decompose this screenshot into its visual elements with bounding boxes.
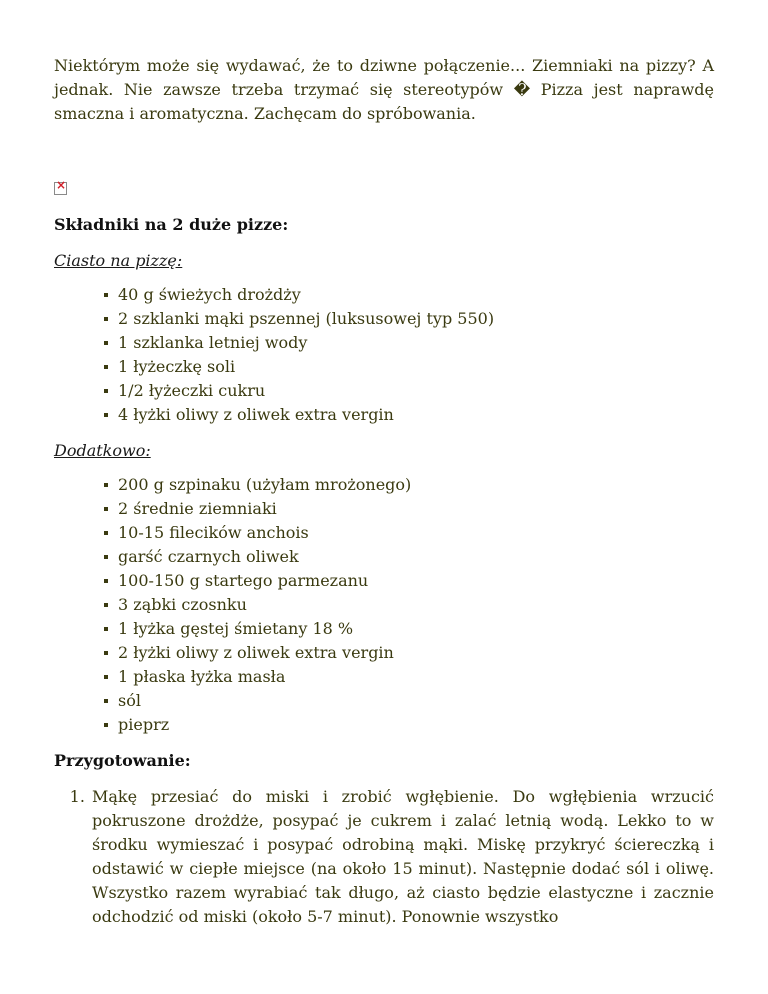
extras-list [54,473,714,737]
dough-heading: Ciasto na pizzę: [54,251,183,270]
list-item: 2 łyżki oliwy z oliwek extra vergin [104,641,714,665]
list-item: garść czarnych oliwek [104,545,714,569]
list-item: 2 średnie ziemniaki [104,497,714,521]
list-item: 4 łyżki oliwy z oliwek extra vergin [104,403,714,427]
extras-heading: Dodatkowo: [54,441,151,460]
list-item: 1 płaska łyżka masła [104,665,714,689]
ingredients-title: Składniki na 2 duże pizze: [54,215,289,234]
list-item: 10-15 filecików anchois [104,521,714,545]
step-item: 1. Mąkę przesiać do miski i zrobić wgłębienie. Do wgłębienia wrzucić pokruszone drożdże, posypać je cukrem i zalać letnią wodą. Lekko to w środku wymieszać i posypać odrobiną mąki. Miskę przykryć ściereczką i odstawić w ciepłe miejsce (na około 15 minut). Następnie dodać sól i oliwę. Wszystko razem wyrabiać tak długo, aż ciasto będzie elastyczne i zacznie odchodzić od miski (około 5-7 minut). Ponownie wszystko [90,785,714,929]
list-item: 1 łyżeczkę soli [104,355,714,379]
list-item: sól [104,689,714,713]
list-item: 1 szklanka letniej wody [104,331,714,355]
dough-list [54,283,714,427]
broken-image-icon [54,182,67,195]
preparation-title: Przygotowanie: [54,751,191,770]
list-item: 1 łyżka gęstej śmietany 18 % [104,617,714,641]
list-item: 200 g szpinaku (użyłam mrożonego) [104,473,714,497]
intro-paragraph: Niektórym może się wydawać, że to dziwne połączenie... Ziemniaki na pizzy? A jednak. Nie zawsze trzeba trzymać się stereotypów � Pizza jest naprawdę smaczna i aromatyczna. Zachęcam do spróbowania. [54,56,714,123]
list-item: 2 szklanki mąki pszennej (luksusowej typ 550) [104,307,714,331]
list-item: pieprz [104,713,714,737]
list-item: 100-150 g startego parmezanu [104,569,714,593]
recipe-article [54,54,714,929]
list-item: 1/2 łyżeczki cukru [104,379,714,403]
list-item: 40 g świeżych drożdży [104,283,714,307]
list-item: 3 ząbki czosnku [104,593,714,617]
steps-list [54,785,714,929]
